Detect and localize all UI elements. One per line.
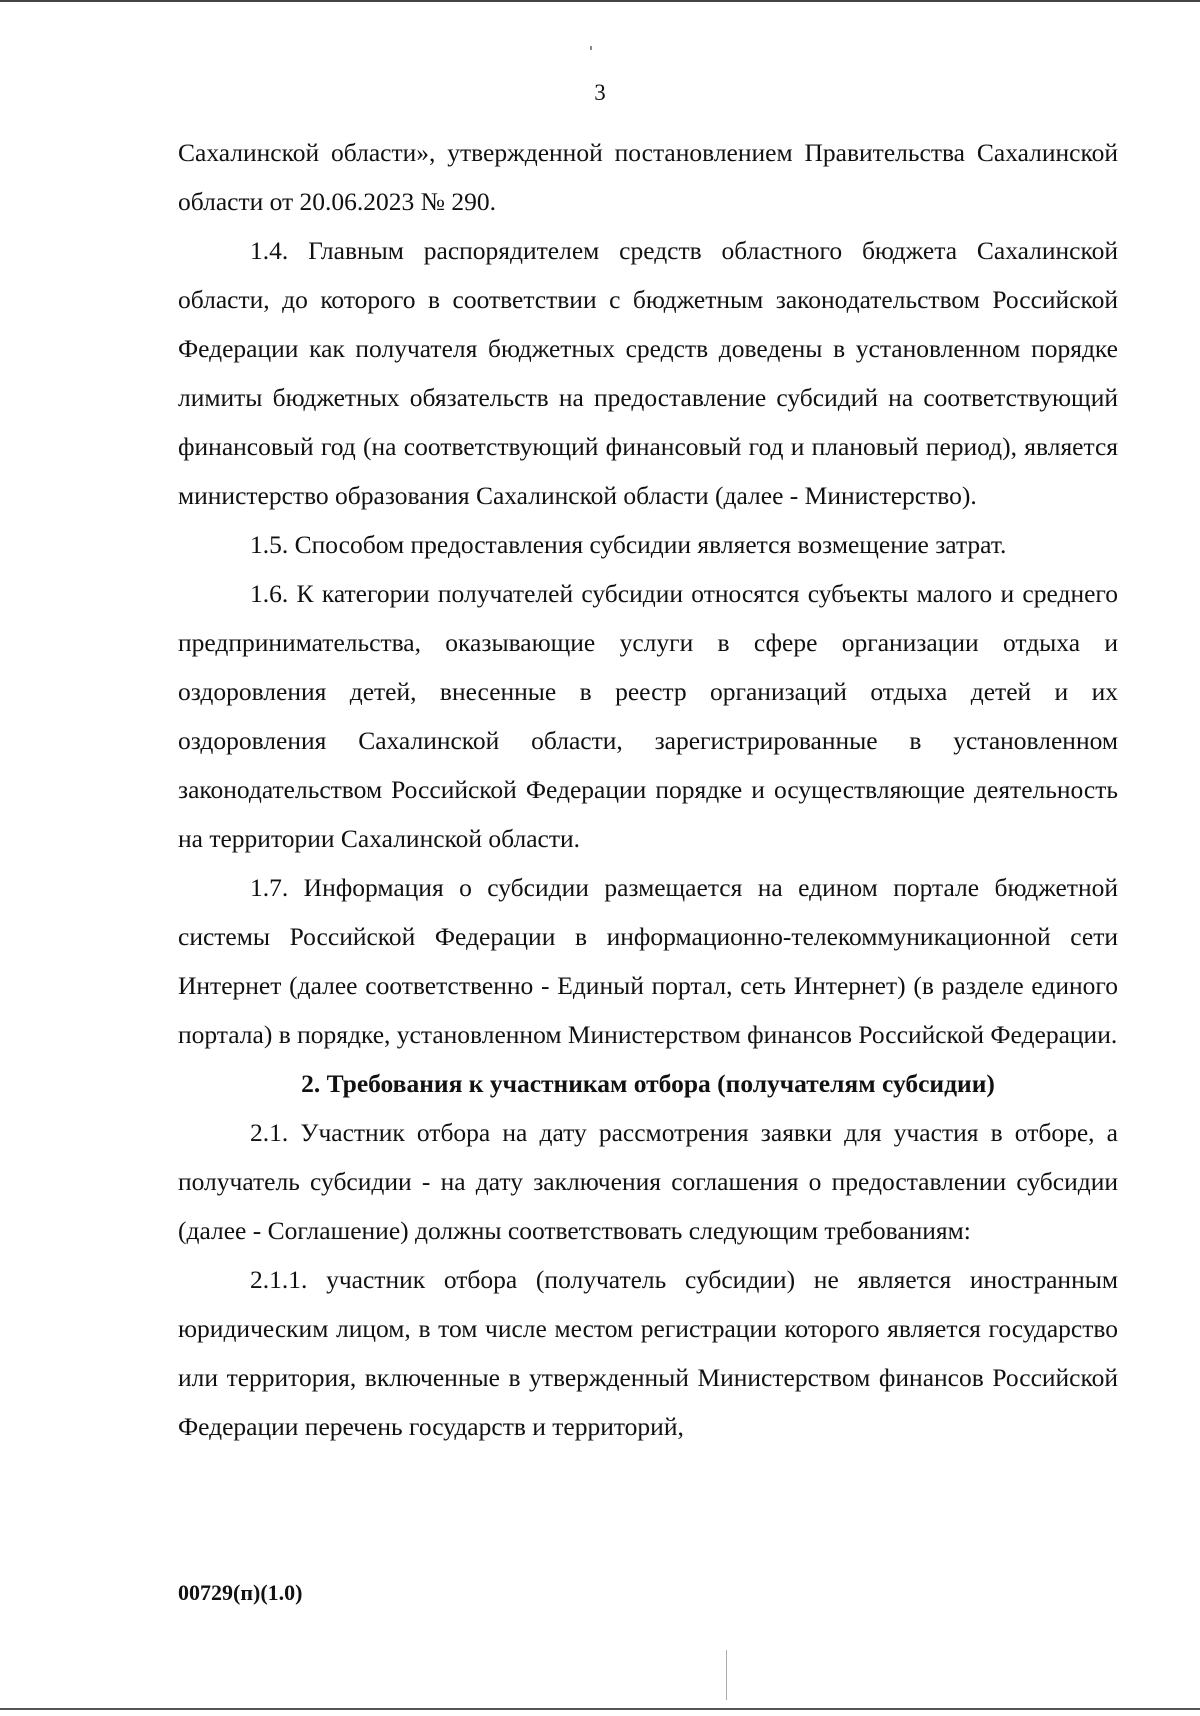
section-heading: 2. Требования к участникам отбора (получателям субсидии) <box>301 1069 995 1098</box>
paragraph-1-4: 1.4. Главным распорядителем средств областного бюджета Сахалинской области, до которого в соответствии с бюджетным законодательством Российской Федерации как получателя бюджетных средств доведены в установленном порядке лимиты бюджетных обязательств на предоставление субсидий на соответствующий финансовый год (на соответствующий финансовый год и плановый период), является министерство образования Сахалинской области (далее - Министерство). <box>178 236 1118 510</box>
scan-speck <box>590 46 592 50</box>
document-code: 00729(п)(1.0) <box>178 1580 303 1605</box>
bottom-border-line <box>0 1708 1200 1710</box>
page-number: 3 <box>594 80 606 105</box>
document-body <box>178 128 1118 1451</box>
paragraph-1-7: 1.7. Информация о субсидии размещается на едином портале бюджетной системы Российской Федерации в информационно-телекоммуникационной сети Интернет (далее соответственно - Единый портал, сеть Интернет) (в разделе единого портала) в порядке, установленном Министерством финансов Российской Федерации. <box>178 873 1118 1049</box>
top-border-line <box>0 0 1200 2</box>
paragraph-2-1: 2.1. Участник отбора на дату рассмотрения заявки для участия в отборе, а получатель субсидии - на дату заключения соглашения о предоставлении субсидии (далее - Соглашение) должны соответствовать следующим требованиям: <box>178 1118 1118 1245</box>
scan-speck <box>726 1650 727 1700</box>
paragraph-2-1-1: 2.1.1. участник отбора (получатель субсидии) не является иностранным юридическим лицом, в том числе местом регистрации которого является государство или территория, включенные в утвержденный Министерством финансов Российской Федерации перечень государств и территорий, <box>178 1265 1118 1441</box>
paragraph-1-5: 1.5. Способом предоставления субсидии является возмещение затрат. <box>250 530 1007 559</box>
paragraph-continuation: Сахалинской области», утвержденной постановлением Правительства Сахалинской области от 20.06.2023 № 290. <box>178 138 1118 216</box>
paragraph-1-6: 1.6. К категории получателей субсидии относятся субъекты малого и среднего предпринимательства, оказывающие услуги в сфере организации отдыха и оздоровления детей, внесенные в реестр организаций отдыха детей и их оздоровления Сахалинской области, зарегистрированные в установленном законодательством Российской Федерации порядке и осуществляющие деятельность на территории Сахалинской области. <box>178 579 1118 853</box>
